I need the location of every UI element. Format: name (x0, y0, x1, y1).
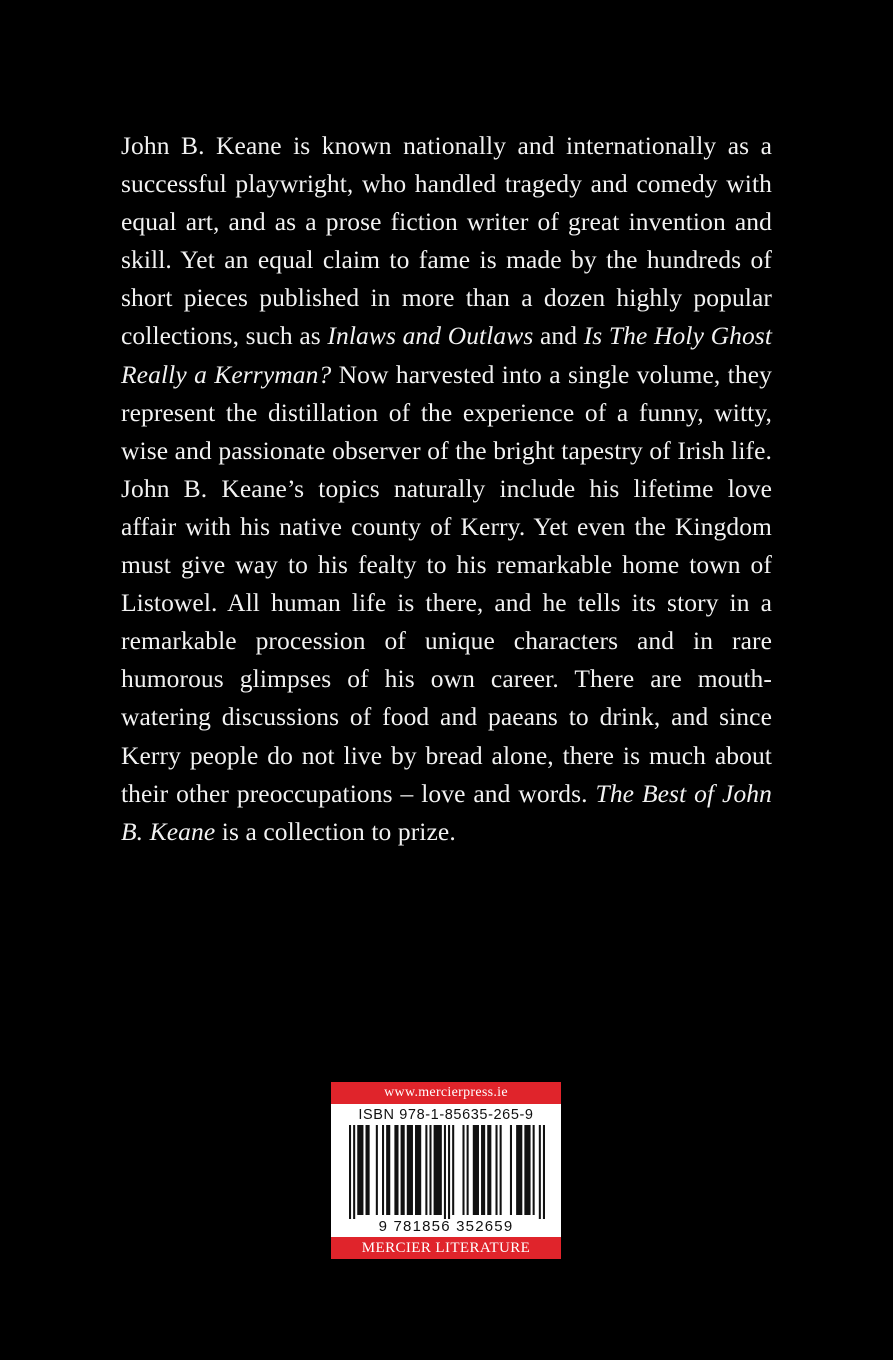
barcode-digits: 9 781856 352659 (378, 1218, 514, 1235)
blurb-part-2: and (533, 321, 584, 351)
barcode-bar (495, 1125, 497, 1215)
barcode-bar (382, 1125, 384, 1215)
barcode-bar (407, 1125, 413, 1215)
barcode-bar (473, 1125, 479, 1215)
barcode-bar (533, 1125, 535, 1215)
book-title-holy-ghost: Is The Holy Ghost Really a Kerryman? (121, 321, 772, 389)
barcode-bar (462, 1125, 464, 1215)
barcode-bar (467, 1125, 469, 1215)
blurb-text (121, 127, 772, 851)
barcode-bar (434, 1125, 442, 1215)
imprint-label: MERCIER LITERATURE (331, 1237, 561, 1259)
barcode-bar (366, 1125, 370, 1215)
barcode-bar (425, 1125, 427, 1215)
barcode-bar (510, 1125, 512, 1215)
barcode-bar (429, 1125, 431, 1215)
barcode-bar (349, 1125, 351, 1219)
barcode-bar (353, 1125, 355, 1219)
barcode-bar (516, 1125, 522, 1215)
book-title-best-of-john-b-keane: The Best of John B. Keane (121, 778, 772, 846)
barcode-bar (386, 1125, 390, 1215)
barcode-bar (487, 1125, 491, 1215)
blurb-part-4: is a collection to prize. (215, 816, 456, 846)
barcode-bar (539, 1125, 541, 1219)
isbn-label: ISBN 978-1-85635-265-9 (358, 1107, 534, 1123)
barcode-bar (401, 1125, 405, 1215)
barcode-bar (524, 1125, 530, 1215)
barcode-bar (481, 1125, 485, 1215)
book-title-inlaws-and-outlaws: Inlaws and Outlaws (327, 321, 534, 351)
blurb-part-1: John B. Keane is known nationally and internationally as a successful playwright, who handled tragedy and comedy with equal art, and as a prose fiction writer of great invention and skill. Yet an equal claim to fame is made by the hundreds of short pieces published in more than a dozen highly popular collections, such as (121, 131, 772, 351)
blurb-part-3: Now harvested into a single volume, they represent the distillation of the experience of a funny, witty, wise and passionate observer of the bright tapestry of Irish life. John B. Keane’s topics naturally include his lifetime love affair with his native county of Kerry. Yet even the Kingdom must give way to his fealty to his remarkable home town of Listowel. All human life is there, and he tells its story in a remarkable procession of unique characters and in rare humorous glimpses of his own career. There are mouth-watering discussions of food and paeans to drink, and since Kerry people do not live by bread alone, there is much about their other preoccupations – love and words. (121, 359, 772, 808)
barcode-bar (357, 1125, 363, 1215)
barcode-bar (500, 1125, 502, 1215)
publisher-website: www.mercierpress.ie (331, 1082, 561, 1104)
barcode-bar (415, 1125, 421, 1215)
barcode-bar (394, 1125, 398, 1215)
barcode-bar (448, 1125, 450, 1219)
barcode-bar (376, 1125, 378, 1215)
barcode-bar (543, 1125, 545, 1219)
barcode-bar (452, 1125, 454, 1215)
barcode-bars (349, 1125, 545, 1219)
barcode-panel (331, 1082, 561, 1259)
barcode-bar (444, 1125, 446, 1219)
